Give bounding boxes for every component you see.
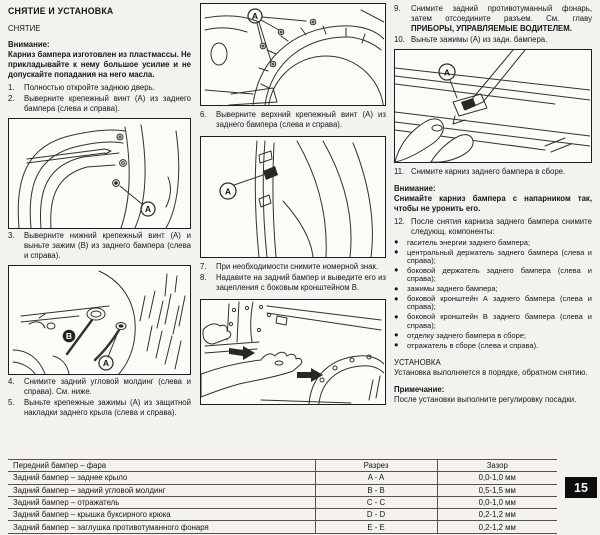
step-9 — [394, 4, 592, 34]
table-cell-pair: Задний бампер – заглушка противотуманного фонаря — [8, 521, 315, 533]
component-item: ● отделку заднего бампера в сборе; — [394, 332, 592, 340]
step-9-reference: ПРИБОРЫ, УПРАВЛЯЕМЫЕ ВОДИТЕЛЕМ. — [411, 23, 572, 33]
step-6-number: 6. — [200, 110, 207, 119]
figure-wheel-arch — [200, 3, 386, 106]
step-8-number: 8. — [200, 272, 207, 282]
component-item: ● боковой держатель заднего бампера (слева и справа); — [394, 267, 592, 284]
wheel-arch-illustration — [201, 4, 384, 105]
component-item: ● отражатель в сборе (слева и справа). — [394, 342, 592, 350]
table-cell-gap: 0,2-1,2 мм — [437, 521, 557, 533]
step-5 — [8, 398, 191, 418]
table-cell-gap: 0,2-1,2 мм — [437, 509, 557, 521]
install-text: Установка выполняется в порядке, обратном снятию. — [394, 367, 588, 377]
figure-rail-clip — [394, 49, 592, 163]
component-item: ● центральный держатель заднего бампера (слева и справа); — [394, 249, 592, 266]
table-cell-pair: Задний бампер – отражатель — [8, 496, 315, 508]
table-row — [8, 472, 557, 484]
door-aperture-illustration — [9, 119, 189, 228]
corner-molding-illustration — [9, 266, 189, 374]
component-item: ● гаситель энергии заднего бампера; — [394, 239, 592, 247]
step-1 — [8, 83, 191, 93]
step-11-text: Снимите карниз заднего бампера в сборе. — [411, 166, 566, 176]
component-item: ● зажимы заднего бампера; — [394, 285, 592, 293]
right-column — [394, 3, 592, 459]
table-row — [8, 484, 557, 496]
table-cell-section: D - D — [315, 509, 437, 521]
figure-side-clip — [200, 136, 386, 258]
step-2-text: Выверните крепежный винт (А) из заднего бампера (слева и справа). — [24, 93, 191, 113]
table-cell-gap: 0,5-1,5 мм — [437, 484, 557, 496]
step-8 — [200, 273, 386, 293]
side-clip-illustration — [201, 137, 384, 257]
step-5-number: 5. — [8, 397, 15, 407]
step-2 — [8, 94, 191, 114]
table-cell-gap: 0,0-1,0 мм — [437, 472, 557, 484]
step-3 — [8, 231, 191, 261]
step-10-text: Выньте зажимы (А) из задн. бампера. — [411, 34, 548, 44]
step-7 — [200, 262, 386, 272]
figure-label-b: B — [65, 330, 73, 341]
step-4-number: 4. — [8, 376, 15, 386]
table-header-section: Разрез — [315, 460, 437, 472]
component-item: ● боковой кронштейн А заднего бампера (слева и справа); — [394, 295, 592, 312]
step-3-number: 3. — [8, 230, 15, 240]
table-header-row — [8, 460, 557, 472]
middle-column — [200, 3, 386, 459]
step-1-number: 1. — [8, 82, 15, 92]
step-10 — [394, 35, 592, 45]
warning2-label: Внимание: — [394, 183, 436, 193]
step-12-text: После снятия карниза заднего бампера снимите следующ. компоненты: — [411, 216, 592, 236]
section-removal: СНЯТИЕ — [8, 24, 41, 33]
page-title: СНЯТИЕ И УСТАНОВКА — [8, 6, 114, 16]
table-header-pair: Передний бампер – фара — [8, 460, 315, 472]
step-1-text: Полностью откройте заднюю дверь. — [24, 82, 155, 92]
figure-label-a: A — [251, 11, 259, 21]
warning1-text: Карниз бампера изготовлен из пластмассы. Не прикладывайте к нему большое усилие и не допускайте попадания на него масла. — [8, 50, 191, 79]
step-7-number: 7. — [200, 261, 207, 271]
hands-push-illustration — [201, 300, 384, 404]
step-10-number: 10. — [394, 34, 405, 44]
note-text: После установки выполните регулировку посадки. — [394, 394, 577, 404]
note-label: Примечание: — [394, 384, 445, 394]
warning2-text: Снимайте карниз бампера с напарником так, чтобы не уронить его. — [394, 193, 592, 213]
step-8-text: Надавите на задний бампер и выведите его из зацепления с боковым кронштейном В. — [216, 272, 386, 292]
table-cell-gap: 0,0-1,0 мм — [437, 496, 557, 508]
gap-table — [8, 459, 557, 534]
step-2-number: 2. — [8, 93, 15, 103]
table-cell-pair: Задний бампер – крышка буксирного крюка — [8, 509, 315, 521]
step-7-text: При необходимости снимите номерной знак. — [216, 261, 379, 271]
table-cell-pair: Задний бампер – заднее крыло — [8, 472, 315, 484]
step-11 — [394, 167, 592, 177]
components-list — [394, 239, 592, 350]
table-row — [8, 521, 557, 533]
table-cell-section: C - C — [315, 496, 437, 508]
step-4-text: Снимите задний угловой молдинг (слева и справа). См. ниже. — [24, 376, 191, 396]
figure-label-a: A — [224, 186, 232, 197]
step-9-text: Снимите задний противотуманный фонарь, затем отсоедините разъем. См. главу — [411, 4, 592, 23]
table-cell-section: A - A — [315, 472, 437, 484]
step-11-number: 11. — [394, 166, 405, 176]
table-cell-section: B - B — [315, 484, 437, 496]
step-9-number: 9. — [394, 4, 401, 13]
figure-label-a: A — [443, 67, 451, 78]
figure-door-aperture — [8, 118, 191, 229]
step-3-text: Выверните нижний крепежный винт (А) и выньте зажим (В) из заднего бампера (слева и справа). — [24, 230, 191, 260]
figure-label-a: A — [144, 203, 152, 214]
figure-label-a: A — [102, 357, 110, 368]
warning1-label: Внимание: — [8, 40, 50, 49]
table-row — [8, 496, 557, 508]
table-cell-section: E - E — [315, 521, 437, 533]
component-item: ● боковой кронштейн В заднего бампера (слева и справа); — [394, 313, 592, 330]
step-6-text: Выверните верхний крепежный винт (А) из заднего бампера (слева и справа). — [216, 110, 386, 129]
rail-clip-illustration — [395, 50, 590, 162]
table-row — [8, 509, 557, 521]
step-4 — [8, 377, 191, 397]
section-install: УСТАНОВКА — [394, 357, 441, 367]
figure-hands-push — [200, 299, 386, 405]
step-6 — [200, 110, 386, 130]
figure-corner-molding — [8, 265, 191, 375]
step-12-number: 12. — [394, 216, 405, 226]
page-number-tab: 15 — [565, 477, 597, 498]
step-5-text: Выньте крепежные зажимы (А) из защитной накладки заднего крыла (слева и справа). — [24, 397, 191, 417]
left-column — [8, 6, 191, 458]
table-header-gap: Зазор — [437, 460, 557, 472]
table-cell-pair: Задний бампер – задний угловой молдинг — [8, 484, 315, 496]
step-12 — [394, 217, 592, 237]
